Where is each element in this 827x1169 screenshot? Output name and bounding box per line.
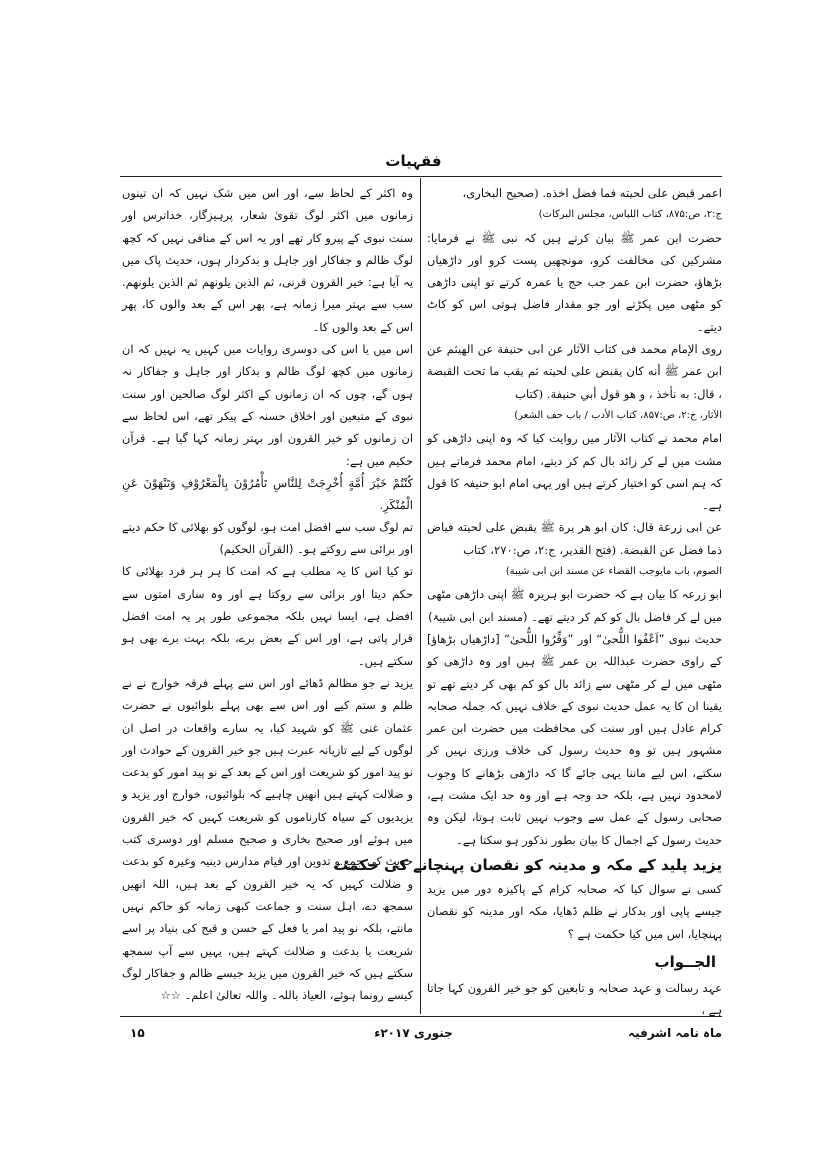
answer-heading: الجــواب bbox=[654, 952, 716, 971]
arabic-paragraph: اعمر قبض علی لحیته فما فضل اخذه. (صحیح البخاری، bbox=[462, 186, 722, 200]
left-column bbox=[122, 182, 413, 1012]
arabic-paragraph: عن ابی زرعة قال: کان ابو هر یرة ﷺ یقبض علی لحیته فیاض ذما فضل عن القبضة. (فتح القدیر، ج:۲، ص:۲۷۰، کتاب bbox=[427, 520, 722, 557]
paragraph: امام محمد نے کتاب الآثار میں روایت کیا کہ وہ اپنی داڑھی کو مشت میں لے کر زائد بال کم کر دیتے، امام محمد فرماتے ہیں کہ ہم اسی کو اختیار کرتے ہیں اور یہی امام ابو حنیفہ کا قول ہے۔ bbox=[427, 431, 722, 513]
section-heading: یزید پلید کے مکہ و مدینہ کو نقصان پہنچانے کی حکمت bbox=[333, 855, 722, 874]
paragraph: تو کیا اس کا یہ مطلب ہے کہ امت کا ہر ہر فرد بھلائی کا حکم دیتا اور برائی سے روکتا ہے اور وہ ساری امتوں سے افضل ہے، ایسا نہیں بلکہ مجموعی طور پر یہ امت افضل قرار پاتی ہے، اور اس کے بعض برے، بلکہ بہت برے بھی ہو سکتے ہیں۔ bbox=[122, 564, 413, 668]
paragraph: حدیث نبوی ”اَعْفُوا اللُّحیٰ“ اور ”وَفِّرُوا اللُّحیٰ“ [داڑھیاں بڑھاؤ] کے راوی حضرت عبداللہ بن عمر ﷺ ہیں اور وہ داڑھی کو مٹھی میں لے کر مٹھی سے زائد بال کو کم بھی کر دیتے تھے تو یقینا ان کا یہ عمل حدیث نبوی کے خلاف نہیں کہ جملہ صحابہ کرام عادل ہیں اور سنت کی محافظت میں حضرت ابن عمر مشہور ہیں تو وہ حدیث رسول کی خلاف ورزی نہیں کر سکتے، اس لیے ماننا یہی جائے گا کہ داڑھی بڑھانے کا وجوب لامحدود نہیں ہے، بلکہ حد وجہ ہے اور وہ حد ایک مشت ہے، صحابی رسول کے عمل سے وجوب نہیں ثابت ہوتا، لیکن وہ حدیث رسول کے اجمال کا بیان بطور نذکور ہو سکتا ہے۔ bbox=[427, 631, 722, 847]
footer-rule bbox=[120, 1016, 722, 1017]
reference-line: الآثار، ج:۲، ص:۸۵۷، کتاب الأدب / باب حف الشعر) bbox=[514, 409, 722, 421]
reference-line: ج:۲، ص:۸۷۵، کتاب اللباس، مجلس البرکات) bbox=[538, 209, 722, 221]
arabic-paragraph: روی الإمام محمد فی کتاب الآثار عن ابی حنیفة عن الهیثم عن ابن عمر ﷺ أنه کان یقبض علی لحیته ثم یقب ما تحت القبضة ، قال: به نأخذ ، و هو قول أبي حنیفة. (کتاب bbox=[427, 342, 722, 401]
paragraph: کسی نے سوال کیا کہ صحابہ کرام کے پاکیزہ دور میں یزید جیسے پاپی اور بدکار نے ظلم ڈھایا، مکہ اور مدینہ کو نقصان پہنچایا، اس میں کیا حکمت ہے ؟ bbox=[427, 881, 722, 941]
paragraph: یزید نے جو مظالم ڈھائے اور اس سے پہلے فرقہ خوارج نے نے ظلم و ستم کیے اور اس سے بھی پہلے بلوائیوں نے حضرت عثمان غنی ﷺ کو شہید کیا، یہ سارے واقعات در اصل ان لوگوں کے لیے تازیانہ عبرت ہیں جو خیر القرون کے حوادث اور نو پید امور کو شریعت اور اس کے بعد کے نو پید امور کو بدعت و ضلالت کہتے ہیں انھیں چاہیے کہ بلوائیوں، خوارج اور یزید و یزیدیوں کے سیاہ کارناموں کو شریعت کہیں کہ خیر القرون میں ہوئے اور صحیح بخاری و صحیح مسلم اور دوسری کتب حدیث کی جمع و تدوین اور قیام مدارس دینیہ وغیرہ کو بدعت و ضلالت کہیں کہ یہ خیر القرون کے بعد ہیں، اللہ انھیں سمجھ دے، اہل سنت و جماعت کبھی زمانہ کو حاکم نہیں مانتے، بلکہ نو پید امر یا فعل کے حسن و قبح کی بنیاد پر اسے شریعت یا بدعت و ضلالت کہتے ہیں، یہیں سے آپ سمجھ سکتے ہیں کہ خیر القرون میں یزید جیسے ظالم و جفاکار لوگ کیسے رونما ہوئے، العیاذ باللہ۔ واللہ تعالیٰ اعلم۔ ☆☆ bbox=[122, 675, 413, 1003]
issue-date: جنوری ۲۰۱۷ء bbox=[374, 1026, 453, 1040]
paragraph: عہد رسالت و عہد صحابہ و تابعین کو جو خیر القرون کہا جاتا ہے ، bbox=[427, 980, 722, 1018]
page-number: ۱۵ bbox=[130, 1026, 145, 1040]
column-divider bbox=[420, 178, 421, 1014]
reference-line: الصوم، باب مایوجب القضاء عن مسند ابن ابی شیبة) bbox=[505, 566, 722, 578]
right-column bbox=[333, 182, 722, 1018]
header-rule bbox=[120, 176, 722, 177]
paragraph: اس میں یا اس کی دوسری روایات میں کہیں یہ نہیں کہ ان زمانوں میں کچھ لوگ ظالم و بدکار اور جاہل و جفاکار نہ ہوں گے، چوں کہ ان زمانوں کے اکثر لوگ صالحین اور سنت نبوی کے متبعین اور اخلاق حسنہ کے پیکر تھے، اس لحاظ سے ان زمانوں کو خیر القرون اور بہتر زمانہ کہا گیا ہے۔ قرآن حکیم میں ہے: bbox=[122, 342, 413, 468]
paragraph: وہ اکثر کے لحاظ سے، اور اس میں شک نہیں کہ ان تینوں زمانوں میں اکثر لوگ تقویٰ شعار، پرہیزگار، خداترس اور سنت نبوی کے پیرو کار تھے اور یہ اس کے منافی نہیں کہ کچھ لوگ ظالم و جفاکار اور جاہل و بدکردار ہوں، حدیث پاک میں یہ آیا ہے: خیر القرون قرنی، ثم الذین یلونهم ثم الذین یلونهم. سب سے بہتر میرا زمانہ ہے، پھر اس کے بعد والوں کا، پھر اس کے بعد والوں کا۔ bbox=[122, 186, 413, 334]
paragraph: حضرت ابن عمر ﷺ بیان کرتے ہیں کہ نبی ﷺ نے فرمایا: مشرکین کی مخالفت کرو، مونچھیں پست کرو اور داڑھیاں بڑھاؤ، حضرت ابن عمر جب حج یا عمرہ کرتے تو اپنی داڑھی کو مٹھی میں پکڑتے اور جو مقدار فاضل ہوتی اس کو کاٹ دیتے۔ bbox=[427, 230, 722, 334]
page-section-title: فقہیات bbox=[385, 152, 442, 170]
paragraph: تم لوگ سب سے افضل امت ہو، لوگوں کو بھلائی کا حکم دیتے اور برائی سے روکتے ہو۔ (القرآن الحکیم) bbox=[122, 519, 413, 557]
magazine-name: ماہ نامہ اشرفیہ bbox=[628, 1026, 722, 1040]
paragraph: ابو زرعہ کا بیان ہے کہ حضرت ابو ہریرہ ﷺ اپنی داڑھی مٹھی میں لے کر فاضل بال کو کم کر دیتے تھے۔ (مسند ابن ابی شیبۃ) bbox=[427, 587, 722, 624]
quran-verse: كُنْتُمْ خَيْرَ أُمَّةٍ أُخْرِجَتْ لِلنَّاسِ تَأْمُرُوْنَ بِالْمَعْرُوْفِ وَتَنْهَوْنَ عَنِ الْمُنْكَرِ. bbox=[122, 475, 413, 512]
